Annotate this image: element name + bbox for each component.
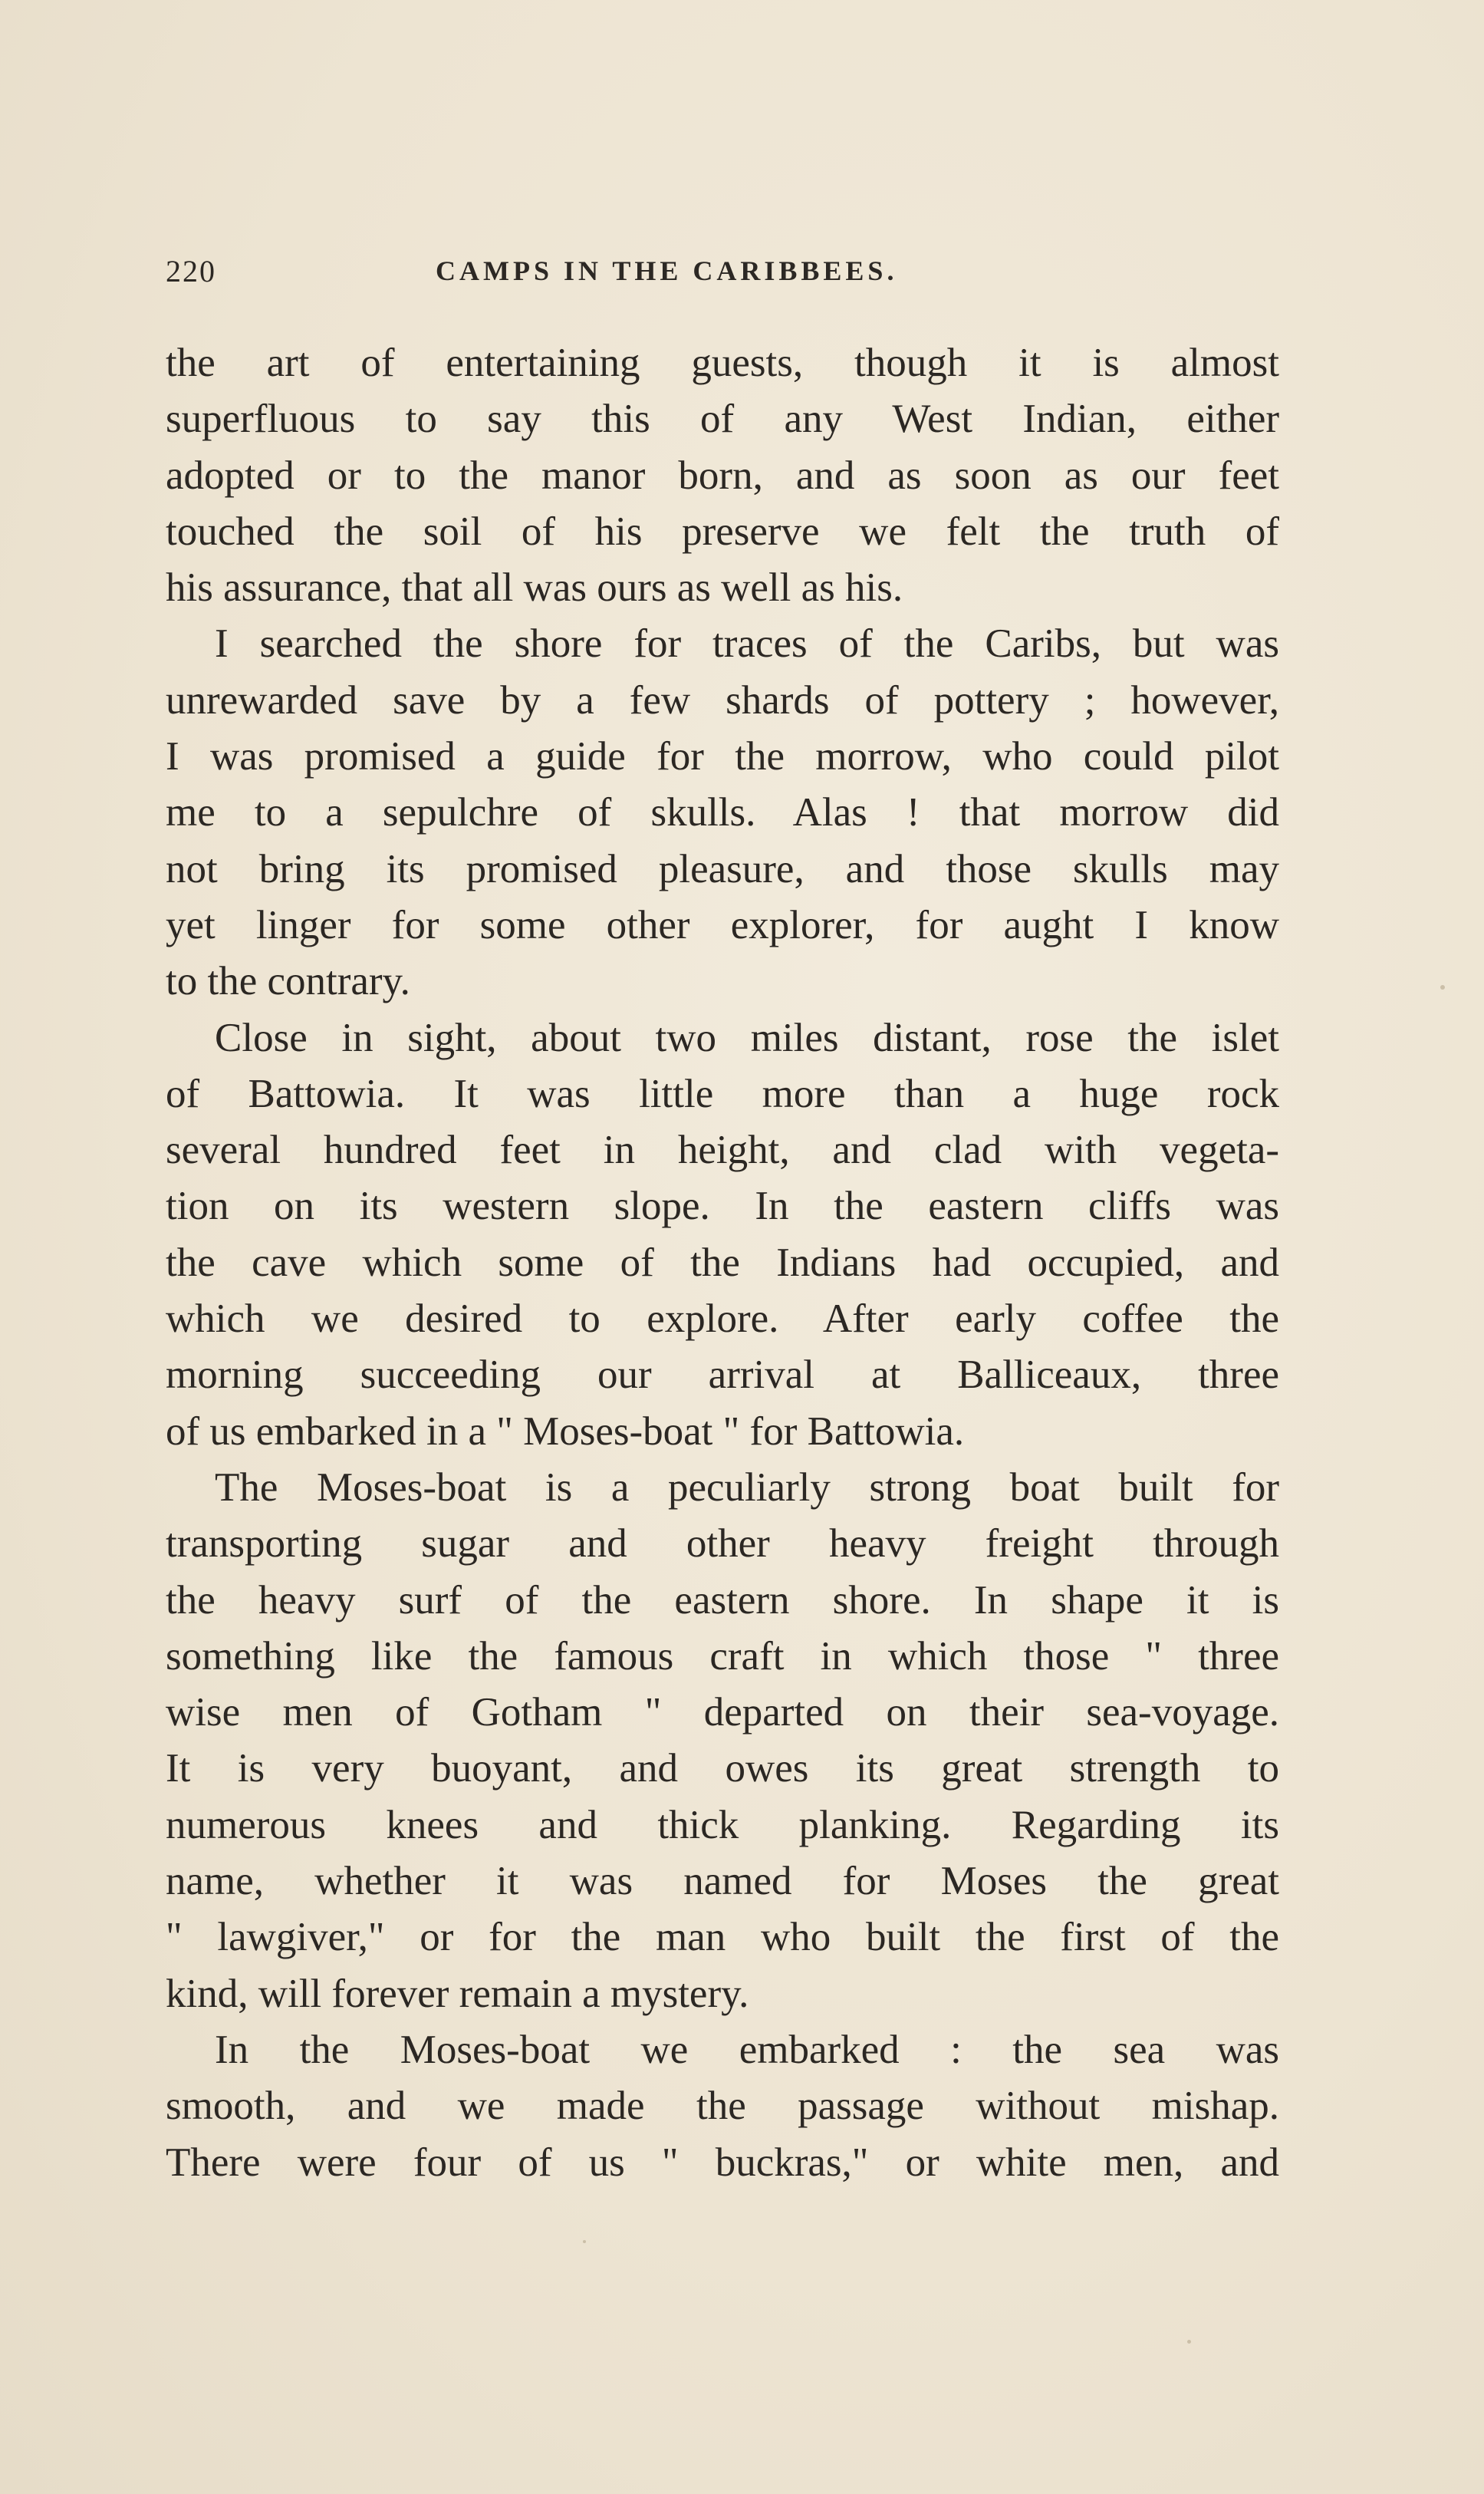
text-line: something like the famous craft in which those " three bbox=[166, 1633, 1279, 1679]
text-line: which we desired to explore. After early coffee the bbox=[166, 1296, 1279, 1342]
text-line: me to a sepulchre of skulls. Alas ! that morrow did bbox=[166, 790, 1279, 835]
page-number: 220 bbox=[166, 254, 216, 288]
text-line: numerous knees and thick planking. Regarding its bbox=[166, 1802, 1279, 1847]
text-line: of us embarked in a " Moses-boat " for Battowia. bbox=[166, 1408, 965, 1454]
text-line: superfluous to say this of any West Indian, either bbox=[166, 397, 1279, 442]
text-line: I was promised a guide for the morrow, who could pilot bbox=[166, 734, 1279, 779]
text-line: Close in sight, about two miles distant, rose the islet bbox=[215, 1015, 1279, 1060]
body-text bbox=[166, 335, 1279, 2191]
text-line: the art of entertaining guests, though it is almost bbox=[166, 341, 1279, 385]
running-head bbox=[166, 253, 1279, 292]
text-line: It is very buoyant, and owes its great strength to bbox=[166, 1746, 1279, 1791]
text-line: name, whether it was named for Moses the great bbox=[166, 1859, 1279, 1904]
text-line: the cave which some of the Indians had occupied, and bbox=[166, 1240, 1279, 1285]
text-line: to the contrary. bbox=[166, 959, 410, 1004]
text-line: The Moses-boat is a peculiarly strong boat built for bbox=[215, 1464, 1279, 1510]
text-line: tion on its western slope. In the eastern cliffs was bbox=[166, 1184, 1279, 1229]
text-line: There were four of us " buckras," or white men, and bbox=[166, 2140, 1279, 2185]
text-line: unrewarded save by a few shards of pottery ; however, bbox=[166, 677, 1279, 723]
text-line: not bring its promised pleasure, and those skulls may bbox=[166, 846, 1279, 891]
text-line: of Battowia. It was little more than a huge rock bbox=[166, 1071, 1279, 1116]
text-line: wise men of Gotham " departed on their sea-voyage. bbox=[166, 1690, 1279, 1735]
text-line: smooth, and we made the passage without mishap. bbox=[166, 2084, 1279, 2129]
text-line: the heavy surf of the eastern shore. In shape it is bbox=[166, 1577, 1279, 1623]
text-line: adopted or to the manor born, and as soon as our feet bbox=[166, 453, 1279, 498]
text-line: several hundred feet in height, and clad with vegeta- bbox=[166, 1128, 1279, 1173]
text-line: " lawgiver," or for the man who built the first of the bbox=[166, 1915, 1279, 1960]
paper-speck bbox=[1440, 985, 1445, 990]
text-line: touched the soil of his preserve we felt the truth of bbox=[166, 509, 1279, 554]
text-line: morning succeeding our arrival at Balliceaux, three bbox=[166, 1352, 1279, 1398]
text-line: I searched the shore for traces of the Caribs, but was bbox=[215, 621, 1279, 667]
text-line: transporting sugar and other heavy freight through bbox=[166, 1521, 1279, 1567]
text-line: In the Moses-boat we embarked : the sea was bbox=[215, 2027, 1279, 2072]
running-title: CAMPS IN THE CARIBBEES. bbox=[436, 255, 898, 286]
paper-speck bbox=[583, 2240, 586, 2243]
paper-speck bbox=[1187, 2340, 1191, 2344]
text-line: his assurance, that all was ours as well as his. bbox=[166, 565, 903, 611]
text-line: kind, will forever remain a mystery. bbox=[166, 1971, 749, 2016]
text-line: yet linger for some other explorer, for aught I know bbox=[166, 902, 1279, 947]
